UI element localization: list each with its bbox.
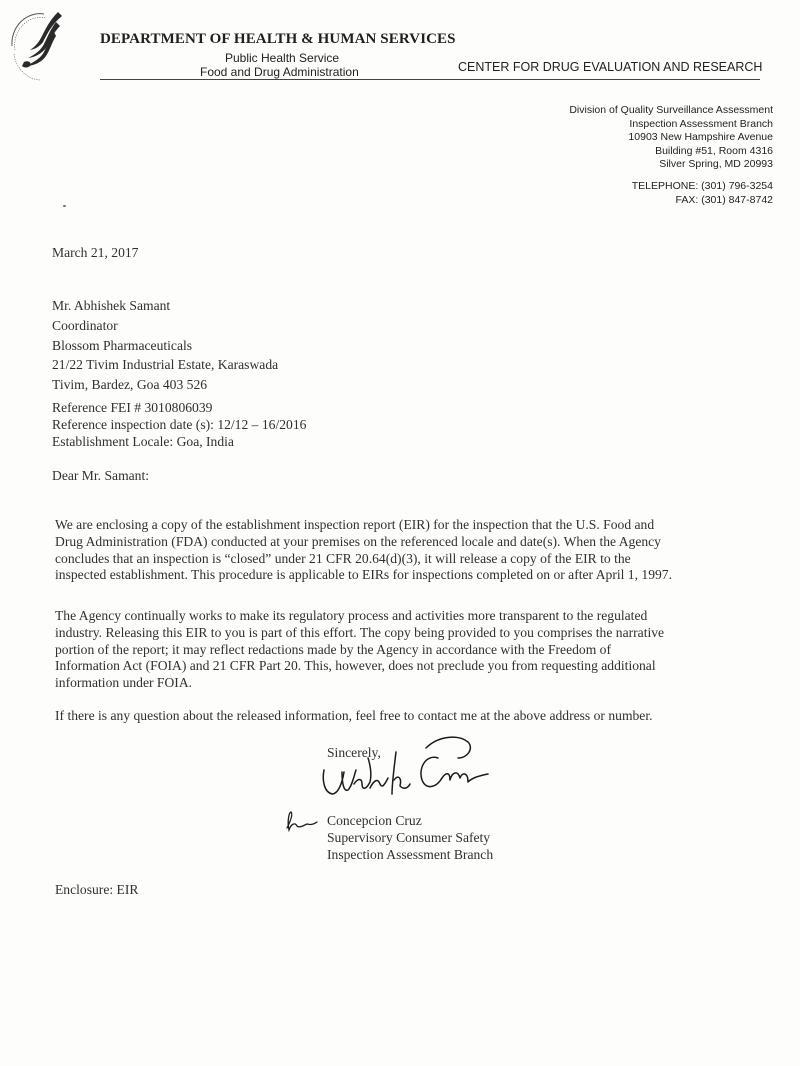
signer-block <box>327 812 493 863</box>
enclosure-line: Enclosure: EIR <box>55 882 139 897</box>
closing: Sincerely, <box>327 745 381 760</box>
recipient-name: Mr. Abhishek Samant <box>52 298 171 313</box>
department-title: DEPARTMENT OF HEALTH & HUMAN SERVICES <box>100 31 456 47</box>
recipient-address-1: 21/22 Tivim Industrial Estate, Karaswada <box>52 357 279 373</box>
branch-line: Inspection Assessment Branch <box>629 117 773 130</box>
reference-block <box>52 399 306 450</box>
paragraph-line: Drug Administration (FDA) conducted at your premises on the referenced locale and date(s). When the Agency <box>55 533 661 549</box>
division-line: Division of Quality Surveillance Assessment <box>569 104 773 116</box>
paragraph-line: concludes that an inspection is “closed” under 21 CFR 20.64(d)(3), it will release a copy of the EIR to the <box>55 550 631 566</box>
contact-numbers <box>632 180 773 207</box>
reference-fei: Reference FEI # 3010806039 <box>52 400 213 415</box>
establishment-locale: Establishment Locale: Goa, India <box>52 434 234 449</box>
paragraph-2 <box>55 608 755 692</box>
hhs-eagle-seal-icon <box>6 6 72 82</box>
scan-speck <box>63 205 66 207</box>
paragraph-line: We are enclosing a copy of the establishment inspection report (EIR) for the inspection that the U.S. Food and <box>55 517 655 532</box>
paragraph-line: portion of the report; it may reflect redactions made by the Agency in accordance with the Freedom of <box>55 641 612 657</box>
paragraph-line: Information Act (FOIA) and 21 CFR Part 20. This, however, does not preclude you from requesting additional <box>55 658 656 674</box>
salutation: Dear Mr. Samant: <box>52 468 150 483</box>
handwritten-signature <box>318 728 493 806</box>
street-line: 10903 New Hampshire Avenue <box>628 131 773 144</box>
office-address <box>569 104 773 172</box>
paragraph-3 <box>55 708 755 725</box>
signer-branch: Inspection Assessment Branch <box>327 847 494 862</box>
letterhead-divider <box>100 79 760 80</box>
paragraph-line: information under FOIA. <box>55 675 193 691</box>
recipient-title: Coordinator <box>52 317 118 333</box>
paragraph-line: inspected establishment. This procedure is applicable to EIRs for inspections completed on or after April 1, 1997. <box>55 567 672 583</box>
agency-name: Food and Drug Administration <box>200 65 359 79</box>
for-initial-mark <box>283 808 323 836</box>
center-name: CENTER FOR DRUG EVALUATION AND RESEARCH <box>458 60 763 74</box>
paragraph-line: If there is any question about the released information, feel free to contact me at the above address or number. <box>55 708 653 723</box>
paragraph-line: The Agency continually works to make its regulatory process and activities more transparent to the regulated <box>55 608 648 623</box>
reference-inspection-date: Reference inspection date (s): 12/12 – 16/2016 <box>52 417 307 432</box>
letter-date: March 21, 2017 <box>52 245 139 260</box>
telephone-line: TELEPHONE: (301) 796-3254 <box>631 180 773 192</box>
recipient-company: Blossom Pharmaceuticals <box>52 337 193 353</box>
recipient-address-2: Tivim, Bardez, Goa 403 526 <box>52 377 208 393</box>
fax-line: FAX: (301) 847-8742 <box>675 193 773 206</box>
building-line: Building #51, Room 4316 <box>655 144 773 157</box>
signer-name: Concepcion Cruz <box>327 813 422 828</box>
service-name: Public Health Service <box>225 51 340 65</box>
paragraph-line: industry. Releasing this EIR to you is part of this effort. The copy being provided to you comprises the narrative <box>55 624 665 640</box>
city-line: Silver Spring, MD 20993 <box>659 158 773 171</box>
recipient-block <box>52 296 278 395</box>
paragraph-1 <box>55 517 755 584</box>
signer-title: Supervisory Consumer Safety <box>327 830 491 845</box>
